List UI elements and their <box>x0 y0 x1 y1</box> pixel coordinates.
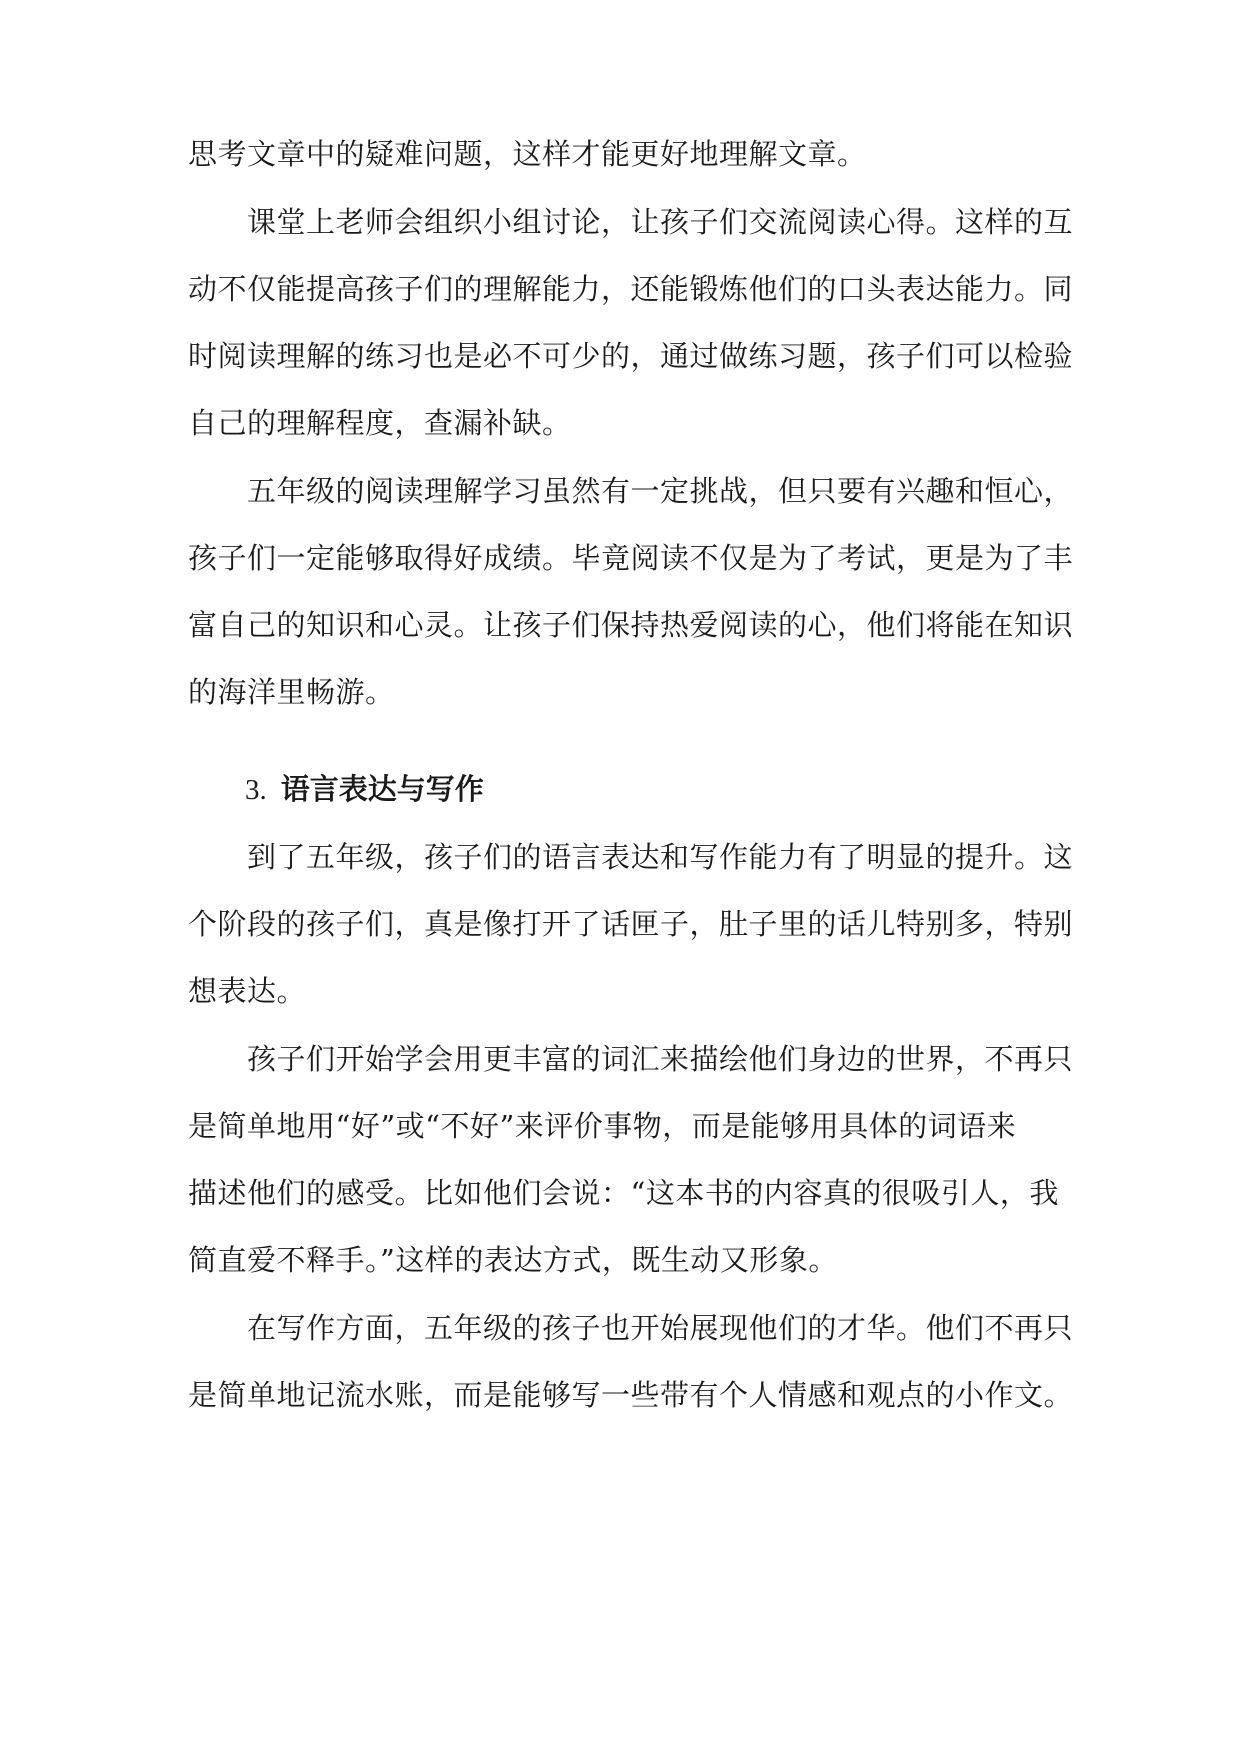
paragraph-line: 动不仅能提高孩子们的理解能力，还能锻炼他们的口头表达能力。同 <box>188 272 1074 306</box>
paragraph-line: 孩子们一定能够取得好成绩。毕竟阅读不仅是为了考试，更是为了丰 <box>188 541 1074 575</box>
paragraph-line: 孩子们开始学会用更丰富的词汇来描绘他们身边的世界，不再只 <box>247 1042 1074 1076</box>
paragraph-line: 描述他们的感受。比如他们会说：“这本书的内容真的很吸引人，我 <box>188 1176 1059 1210</box>
paragraph-line: 五年级的阅读理解学习虽然有一定挑战，但只要有兴趣和恒心， <box>247 474 1074 508</box>
section-number: 3. <box>245 774 267 806</box>
paragraph-line: 在写作方面，五年级的孩子也开始展现他们的才华。他们不再只 <box>247 1311 1074 1345</box>
paragraph-line: 个阶段的孩子们，真是像打开了话匣子，肚子里的话儿特别多，特别 <box>188 907 1074 941</box>
paragraph-line: 富自己的知识和心灵。让孩子们保持热爱阅读的心，他们将能在知识 <box>188 608 1074 642</box>
paragraph-line: 想表达。 <box>188 974 307 1008</box>
paragraph-line: 课堂上老师会组织小组讨论，让孩子们交流阅读心得。这样的互 <box>247 205 1074 239</box>
paragraph-line: 时阅读理解的练习也是必不可少的，通过做练习题，孩子们可以检验 <box>188 339 1074 373</box>
paragraph-line: 到了五年级，孩子们的语言表达和写作能力有了明显的提升。这 <box>247 840 1074 874</box>
section-heading <box>245 769 484 810</box>
paragraph-line: 是简单地记流水账，而是能够写一些带有个人情感和观点的小作文。 <box>188 1378 1074 1412</box>
section-title: 语言表达与写作 <box>280 772 484 806</box>
paragraph-line: 的海洋里畅游。 <box>188 675 395 709</box>
paragraph-line: 是简单地用“好”或“不好”来评价事物，而是能够用具体的词语来 <box>188 1109 1017 1143</box>
paragraph-line: 自己的理解程度，查漏补缺。 <box>188 406 572 440</box>
paragraph-line: 思考文章中的疑难问题，这样才能更好地理解文章。 <box>188 137 867 171</box>
paragraph-line: 简直爱不释手。”这样的表达方式，既生动又形象。 <box>188 1243 838 1277</box>
